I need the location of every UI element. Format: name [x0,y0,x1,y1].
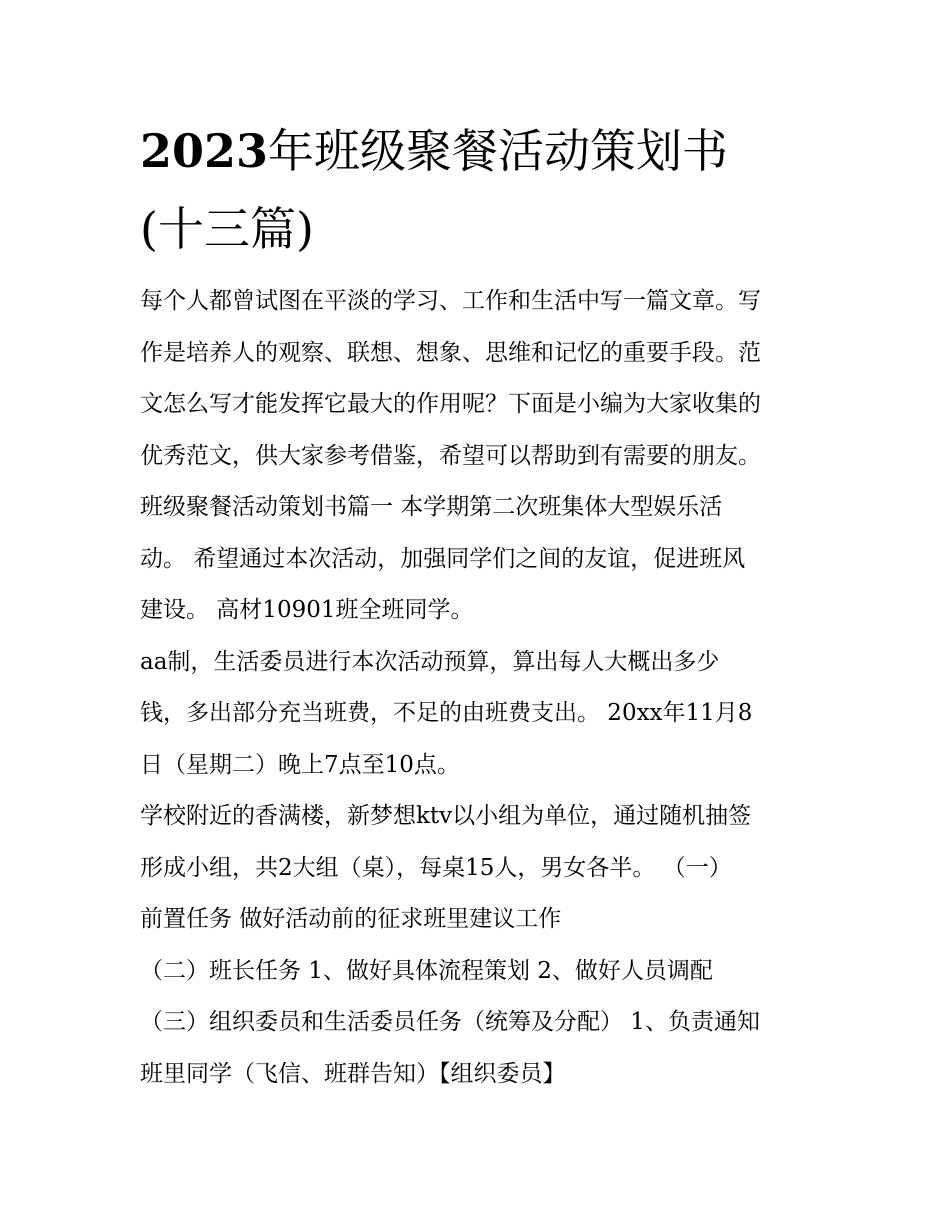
paragraph-section-one [140,482,820,637]
text-line: （三）组织委员和生活委员任务（统筹及分配） 1、负责通知 [140,1009,760,1035]
text-line: 作是培养人的观察、联想、想象、思维和记忆的重要手段。范 [140,339,761,366]
text-line: 优秀范文，供大家参考借鉴，希望可以帮助到有需要的朋友。 [140,442,761,469]
text-line: aa制，生活委员进行本次活动预算，算出每人大概出多少 [140,648,720,675]
text-line: 学校附近的香满楼，新梦想ktv以小组为单位，通过随机抽签 [140,803,752,829]
document-title [140,112,820,268]
text-line: 钱，多出部分充当班费，不足的由班费支出。 20xx年11月8 [140,700,753,726]
paragraph-location-groups [140,791,820,946]
text-line: 建设。 高材10901班全班同学。 [140,597,474,623]
paragraph-committee-tasks [140,997,820,1100]
text-line: 日（星期二）晚上7点至10点。 [140,751,460,778]
paragraph-monitor-tasks [140,946,820,998]
text-line: 动。 希望通过本次活动，加强同学们之间的友谊，促进班风 [140,545,746,572]
paragraph-intro [140,276,820,482]
text-line: 前置任务 做好活动前的征求班里建议工作 [140,906,562,932]
text-line: 班级聚餐活动策划书篇一 本学期第二次班集体大型娱乐活 [140,494,723,520]
paragraph-budget-time [140,637,820,792]
text-line: 形成小组，共2大组（桌），每桌15人，男女各半。 （一） [140,854,732,881]
title-year: 2023 [140,124,269,178]
document-body [140,276,820,1100]
text-line: 文怎么写才能发挥它最大的作用呢？下面是小编为大家收集的 [140,391,761,417]
title-line-2: (十三篇) [140,202,314,256]
text-line: （二）班长任务 1、做好具体流程策划 2、做好人员调配 [140,957,713,984]
text-line: 每个人都曾试图在平淡的学习、工作和生活中写一篇文章。写 [140,288,761,314]
title-line-1-rest: 年班级聚餐活动策划书 [268,124,729,178]
text-line: 班里同学（飞信、班群告知）【组织委员】 [140,1060,566,1087]
